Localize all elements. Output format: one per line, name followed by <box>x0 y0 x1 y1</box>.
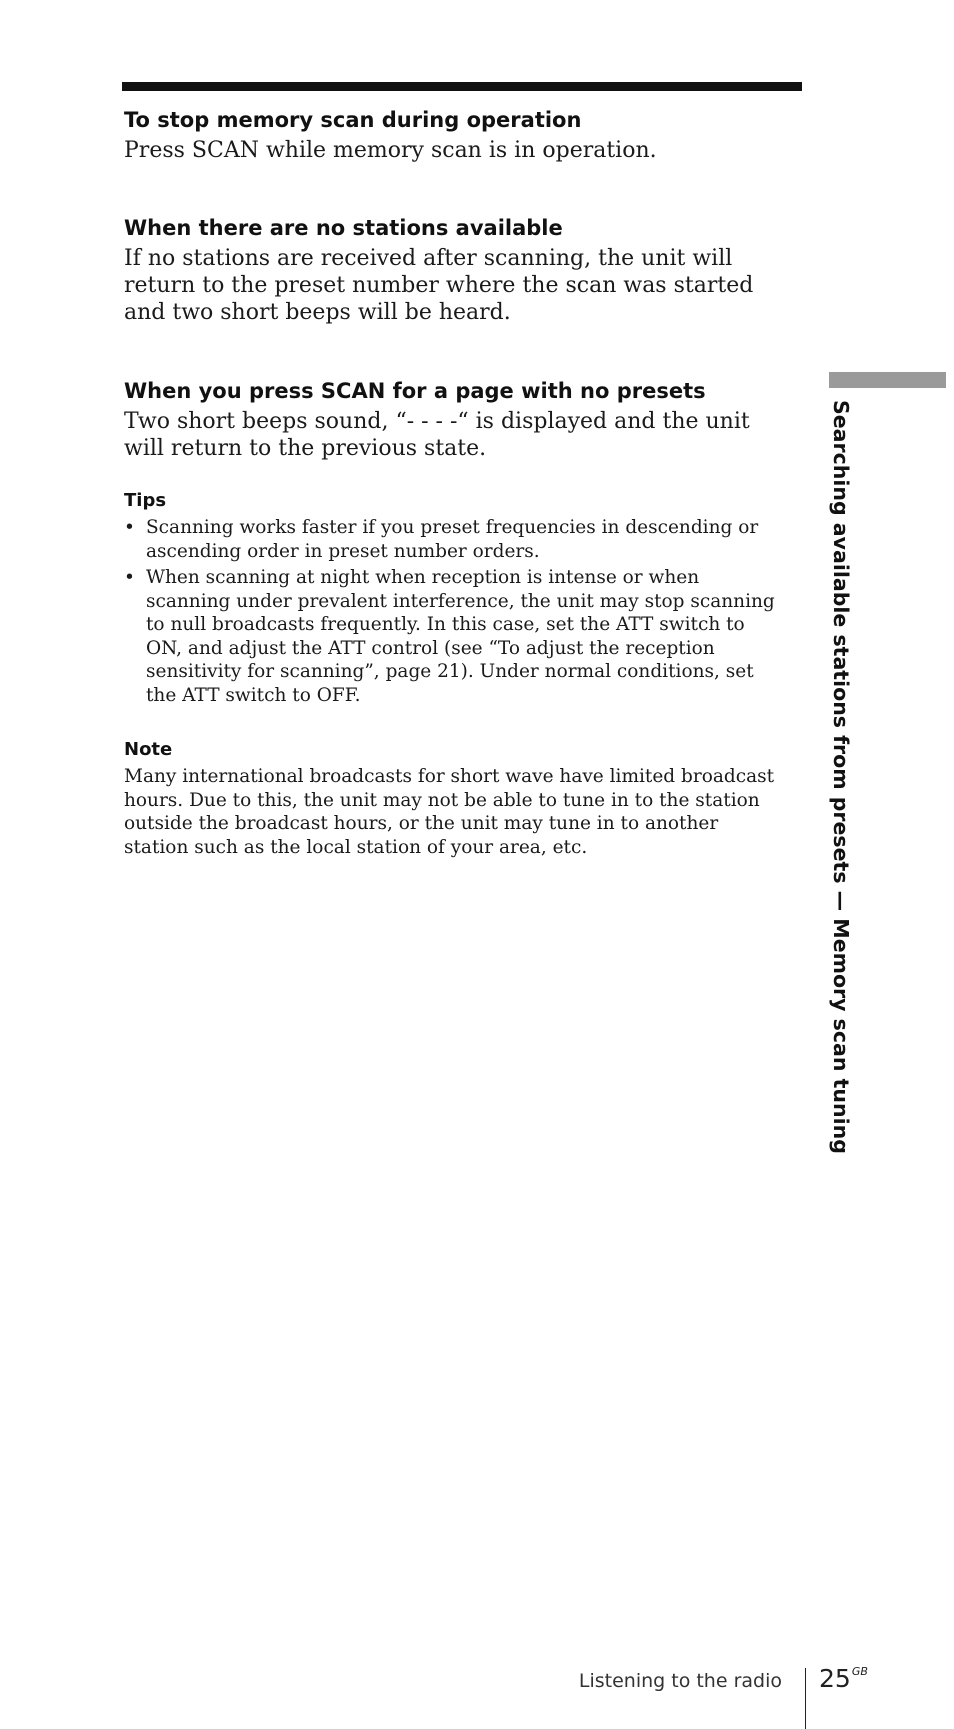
section-body-no-stations: If no stations are received after scanning, the unit will return to the preset number where the scan was started and two short beeps will be heard. <box>124 246 754 325</box>
section-heading-no-stations: When there are no stations available <box>124 216 563 240</box>
page-number-suffix: GB <box>851 1665 868 1678</box>
tip-item <box>124 566 784 707</box>
footer-section-title: Listening to the radio <box>578 1670 782 1692</box>
bullet-icon: • <box>124 567 135 588</box>
tips-list <box>124 516 784 710</box>
page-number <box>819 1664 868 1693</box>
tip-item <box>124 516 784 563</box>
section-heading-no-presets: When you press SCAN for a page with no presets <box>124 379 706 403</box>
footer-divider <box>805 1668 806 1729</box>
bullet-icon: • <box>124 517 135 538</box>
note-body: Many international broadcasts for short wave have limited broadcast hours. Due to this, the unit may not be able to tune in to the station outside the broadcast hours, or the unit may tune in to another station such as the local station of your area, etc. <box>124 766 775 858</box>
note-heading: Note <box>124 739 173 760</box>
side-tab-marker <box>829 372 946 388</box>
section-body-no-presets: Two short beeps sound, “- - - -“ is displayed and the unit will return to the previous state. <box>124 409 750 461</box>
section-body-stop-scan: Press SCAN while memory scan is in operation. <box>124 138 657 163</box>
tip-text: Scanning works faster if you preset frequencies in descending or ascending order in preset number orders. <box>146 517 759 562</box>
side-chapter-title: Searching available stations from presets — Memory scan tuning <box>829 400 853 1154</box>
section-heading-stop-scan: To stop memory scan during operation <box>124 108 582 132</box>
tip-text: When scanning at night when reception is intense or when scanning under prevalent interference, the unit may stop scanning to null broadcasts frequently. In this case, set the ATT switch to ON, and adjust the ATT control (see “To adjust the reception sensitivity for scanning”, page 21). Under normal conditions, set the ATT switch to OFF. <box>146 567 775 706</box>
top-rule <box>122 82 802 91</box>
tips-heading: Tips <box>124 490 167 511</box>
page-number-value: 25 <box>819 1664 851 1693</box>
